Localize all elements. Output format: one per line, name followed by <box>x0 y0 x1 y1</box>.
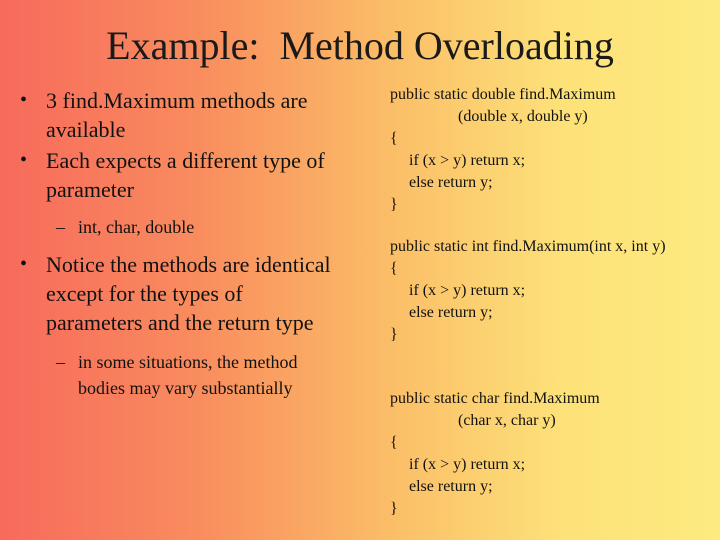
bullet-item <box>16 146 336 204</box>
code-body-line: else return y; <box>409 304 493 321</box>
bullet-text: Each expects a different type of parameter <box>46 148 325 202</box>
code-parameters: (double x, double y) <box>458 108 588 125</box>
bullet-icon: • <box>20 149 28 171</box>
code-block-char <box>390 388 710 520</box>
bullet-list <box>16 86 336 401</box>
code-body-line: else return y; <box>409 478 493 495</box>
code-body-line: if (x > y) return x; <box>409 456 526 473</box>
sub-bullet-item <box>16 214 336 240</box>
code-close-brace: } <box>390 196 398 213</box>
bullet-icon: • <box>20 89 28 111</box>
sub-bullet-item <box>16 349 336 401</box>
code-signature: public static double find.Maximum <box>390 86 616 103</box>
bullet-item <box>16 250 336 337</box>
code-parameters: (char x, char y) <box>458 412 556 429</box>
code-body-line: if (x > y) return x; <box>409 282 526 299</box>
code-signature: public static int find.Maximum(int x, int y) <box>390 238 666 255</box>
bullet-text: Notice the methods are identical except for the types of parameters and the return type <box>46 252 331 335</box>
bullet-item <box>16 86 336 144</box>
code-open-brace: { <box>390 434 398 451</box>
code-body-line: else return y; <box>409 174 493 191</box>
code-open-brace: { <box>390 260 398 277</box>
code-body-line: if (x > y) return x; <box>409 152 526 169</box>
code-close-brace: } <box>390 326 398 343</box>
code-block-double <box>390 84 710 216</box>
code-signature: public static char find.Maximum <box>390 390 600 407</box>
sub-bullet-text: in some situations, the method bodies may vary substantially <box>78 352 298 398</box>
dash-icon: – <box>56 352 65 372</box>
bullet-text: 3 find.Maximum methods are available <box>46 88 308 142</box>
code-close-brace: } <box>390 500 398 517</box>
code-open-brace: { <box>390 130 398 147</box>
dash-icon: – <box>56 217 65 237</box>
bullet-icon: • <box>20 253 28 275</box>
code-column <box>390 84 710 520</box>
sub-bullet-text: int, char, double <box>78 217 195 237</box>
code-block-int <box>390 236 710 346</box>
slide-title: Example: Method Overloading <box>106 23 614 68</box>
